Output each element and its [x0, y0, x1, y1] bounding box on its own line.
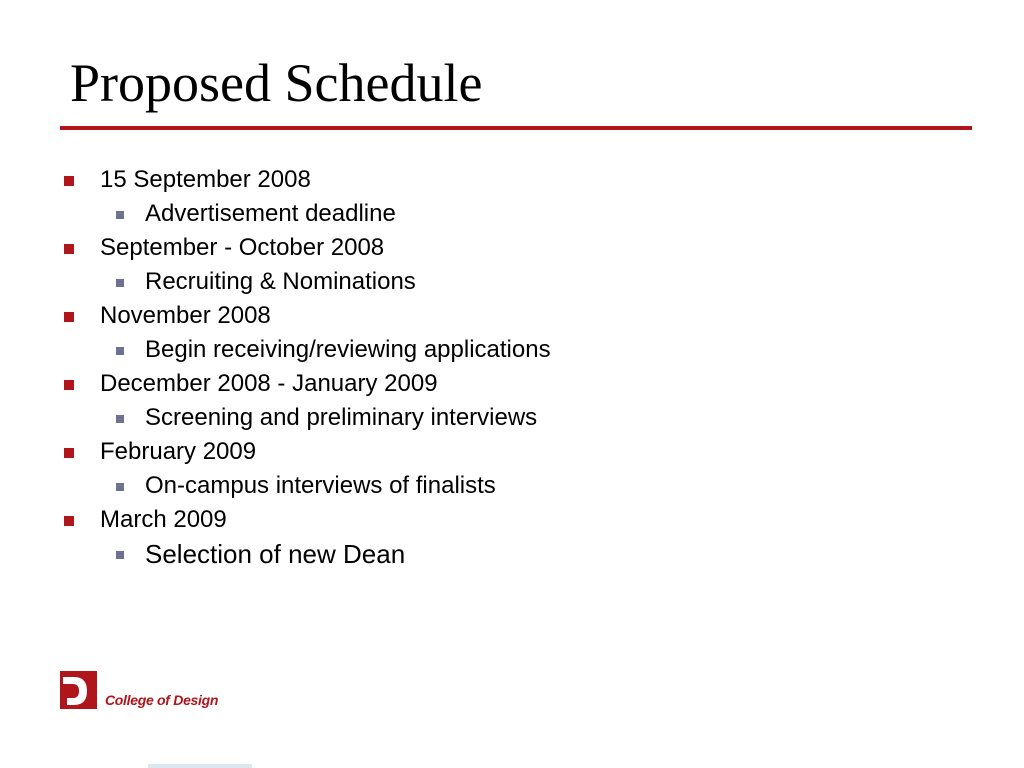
- schedule-detail: [0, 265, 1024, 299]
- college-logo: [60, 671, 260, 709]
- schedule-date: [0, 299, 1024, 333]
- schedule-detail-label: Advertisement deadline: [145, 200, 396, 227]
- bottom-accent-bar: [148, 764, 252, 768]
- square-bullet-icon: [64, 516, 74, 526]
- schedule-date-label: 15 September 2008: [100, 166, 311, 193]
- schedule-date-label: December 2008 - January 2009: [100, 370, 438, 397]
- square-bullet-icon: [64, 448, 74, 458]
- square-bullet-icon: [116, 483, 124, 491]
- square-bullet-icon: [116, 347, 124, 355]
- square-bullet-icon: [64, 380, 74, 390]
- schedule-date: [0, 503, 1024, 537]
- schedule-detail: [0, 333, 1024, 367]
- schedule-date: [0, 367, 1024, 401]
- schedule-date-label: November 2008: [100, 302, 271, 329]
- schedule-detail: [0, 401, 1024, 435]
- schedule-detail-label: On-campus interviews of finalists: [145, 472, 496, 499]
- schedule-detail-label: Screening and preliminary interviews: [145, 404, 538, 431]
- square-bullet-icon: [64, 312, 74, 322]
- schedule-date-label: February 2009: [100, 438, 257, 465]
- schedule-date-label: September - October 2008: [100, 234, 385, 261]
- slide-title: Proposed Schedule: [70, 53, 483, 113]
- schedule-detail-label: Begin receiving/reviewing applications: [145, 336, 551, 363]
- schedule-date: [0, 231, 1024, 265]
- college-of-design-d-logo-icon: [60, 671, 98, 709]
- schedule-date-label: March 2009: [100, 506, 227, 533]
- schedule-list: [0, 163, 1024, 571]
- square-bullet-icon: [64, 244, 74, 254]
- square-bullet-icon: [116, 415, 124, 423]
- schedule-date: [0, 163, 1024, 197]
- schedule-detail-label: Recruiting & Nominations: [145, 268, 416, 295]
- schedule-detail: [0, 469, 1024, 503]
- square-bullet-icon: [116, 279, 124, 287]
- schedule-detail: [0, 197, 1024, 231]
- schedule-date: [0, 435, 1024, 469]
- square-bullet-icon: [64, 176, 74, 186]
- schedule-detail: [0, 537, 1024, 571]
- schedule-detail-label: Selection of new Dean: [145, 539, 406, 569]
- college-name: College of Design: [105, 692, 219, 708]
- square-bullet-icon: [116, 211, 124, 219]
- square-bullet-icon: [116, 551, 124, 559]
- title-divider: [60, 126, 972, 130]
